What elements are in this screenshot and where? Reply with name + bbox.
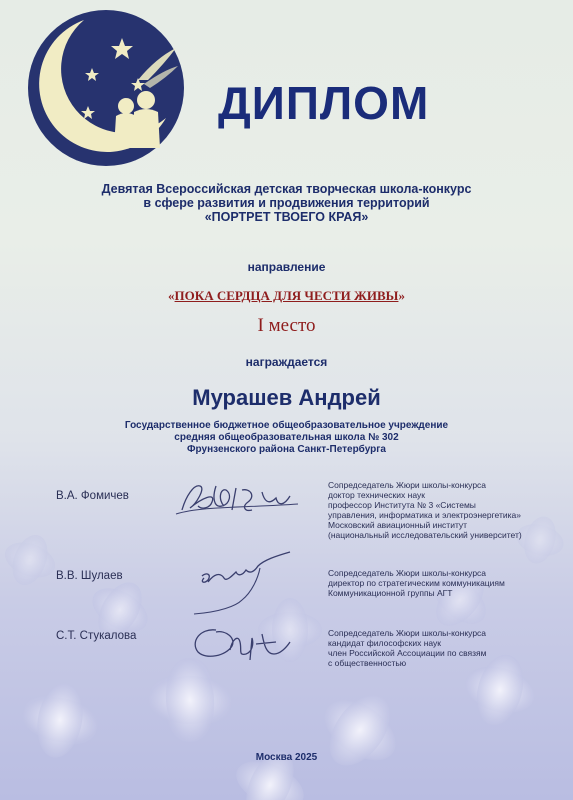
school-block: [0, 420, 573, 456]
awarded-label: награждается: [245, 355, 328, 369]
moon-logo-icon: [26, 8, 186, 168]
position-line: Сопредседатель Жюри школы-конкурса: [328, 480, 487, 490]
position-line: Сопредседатель Жюри школы-конкурса: [328, 628, 487, 638]
position-line: профессор Института № 3 «Системы: [328, 500, 476, 510]
position-line: директор по стратегическим коммуникациям: [328, 578, 505, 588]
position-line: доктор технических наук: [328, 490, 425, 500]
signatory-position-2: [328, 568, 505, 598]
quote-close: »: [398, 288, 405, 303]
signatory-name-1: В.А. Фомичев: [56, 490, 129, 502]
place-award: I место: [257, 315, 316, 336]
footer-city-year: Москва 2025: [255, 752, 318, 763]
direction-label: направление: [247, 260, 326, 274]
direction-title: ПОКА СЕРДЦА ДЛЯ ЧЕСТИ ЖИВЫ: [174, 288, 399, 303]
signatory-name-3: С.Т. Стукалова: [56, 630, 137, 642]
position-line: Сопредседатель Жюри школы-конкурса: [328, 568, 487, 578]
school-line: Государственное бюджетное общеобразовательное учреждение: [124, 420, 449, 431]
position-line: Коммуникационной группы АГТ: [328, 588, 453, 598]
school-line: средняя общеобразовательная школа № 302: [174, 432, 399, 443]
organizer-line: Девятая Всероссийская детская творческая школа-конкурс: [101, 182, 472, 196]
position-line: Московский авиационный институт: [328, 520, 468, 530]
signatory-position-1: [328, 480, 522, 540]
contest-name: «ПОРТРЕТ ТВОЕГО КРАЯ»: [204, 210, 369, 224]
signatory-name-2: В.В. Шулаев: [56, 570, 123, 582]
position-line: с общественностью: [328, 658, 407, 668]
diploma-title: ДИПЛОМ: [218, 77, 430, 129]
organizer-line: в сфере развития и продвижения территорий: [143, 196, 430, 210]
position-line: член Российской Ассоциации по связям: [328, 648, 487, 658]
signature-3-icon: [186, 620, 296, 670]
organizer-block: [0, 182, 573, 224]
quote-open: «: [168, 288, 175, 303]
position-line: кандидат философских наук: [328, 638, 442, 648]
recipient-name: Мурашев Андрей: [192, 385, 381, 410]
school-line: Фрунзенского района Санкт-Петербурга: [187, 444, 386, 455]
signatory-position-3: [328, 628, 486, 668]
signature-2-icon: [180, 548, 310, 618]
position-line: (национальный исследовательский университет): [328, 530, 522, 540]
direction-name: [0, 288, 573, 304]
position-line: управления, информатика и электроэнергетика»: [328, 510, 521, 520]
signature-1-icon: [172, 476, 302, 522]
